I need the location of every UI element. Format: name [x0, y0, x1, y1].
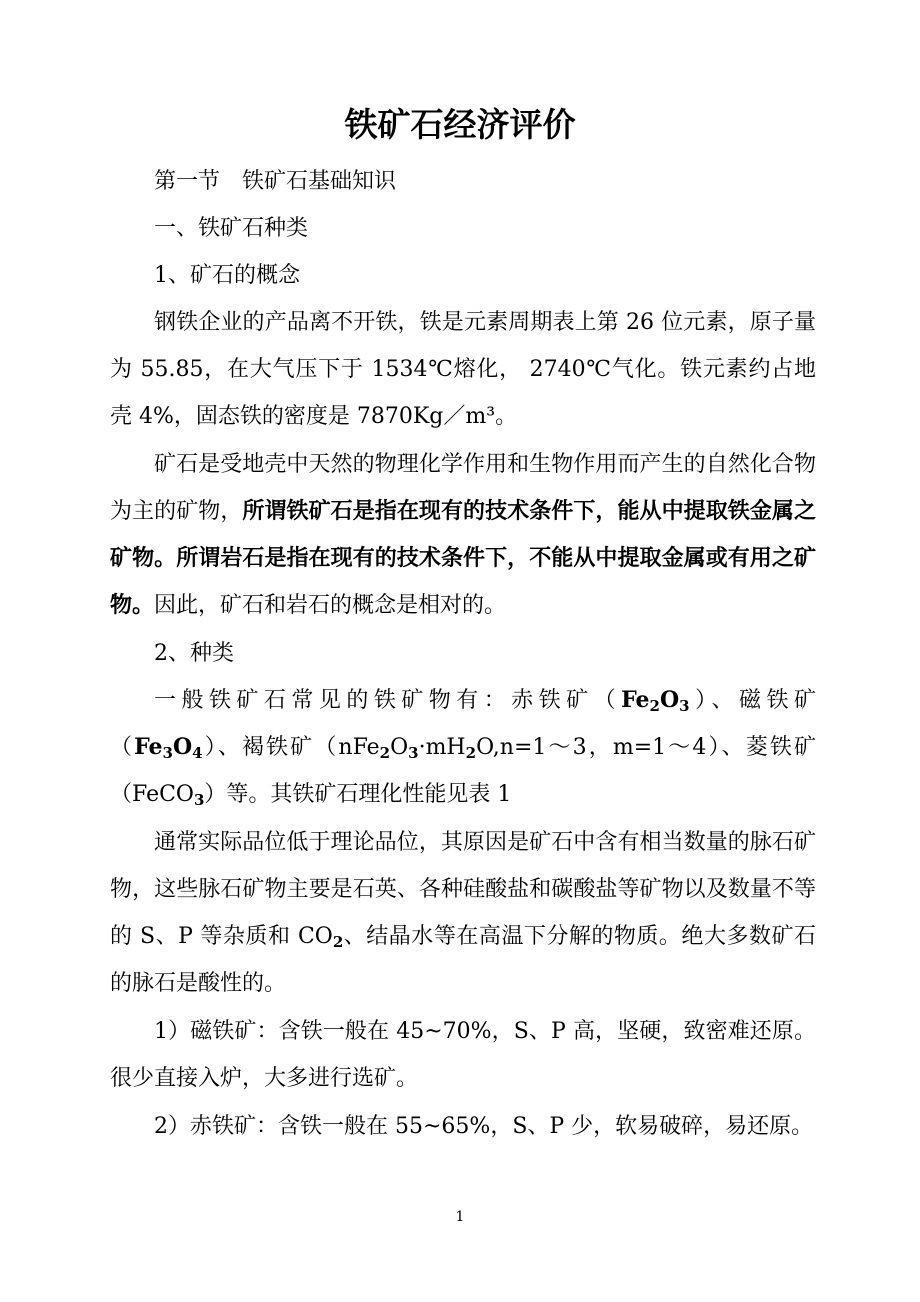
document-body — [110, 158, 816, 1150]
minerals-text-3: ）、褐铁矿（ — [202, 735, 339, 760]
co2-subscript: 2 — [332, 933, 344, 951]
paragraph-hematite: 2）赤铁矿：含铁一般在 55~65%，S、P 少，软易破碎，易还原。 — [154, 1114, 814, 1139]
ore-definition-text: 矿石是受地壳中天然的物理化学作用和生物作用而产生的自然化合物为主的矿物， — [110, 452, 816, 524]
minerals-text-2: ）、磁铁矿（ — [110, 688, 816, 760]
gangue-text-1: 通常实际品位低于理论品位，其原因是矿石中含有相当数量的脉石矿物，这些脉石矿物主要是石英、各种硅酸盐和碳酸盐等矿物以及数量不等的 S、P 等杂质和 CO — [110, 830, 816, 949]
ore-definition-conclusion: 因此，矿石和岩石的概念是相对的。 — [154, 593, 507, 618]
paragraph-iron-properties: 钢铁企业的产品离不开铁，铁是元素周期表上第 26 位元素，原子量为 55.85，在大气压下于 1534℃熔化， 2740℃气化。铁元素约占地壳 4%，固态铁的密度是 7870Kg／m³。 — [110, 310, 816, 429]
paragraph-gangue — [110, 819, 816, 1007]
paragraph-ore-minerals — [110, 677, 816, 818]
document-title: 铁矿石经济评价 — [344, 105, 576, 144]
page-number: 1 — [455, 1209, 465, 1225]
formula-limonite: $nFe_2O_3\cdot mH_2O,n=1\sim 3$，m=1～4 — [338, 735, 707, 762]
subsection-heading: 一、铁矿石种类 — [154, 216, 309, 241]
section-heading: 第一节 铁矿石基础知识 — [154, 169, 397, 194]
formula-hematite: $Fe_2O_3$ — [621, 687, 690, 715]
minerals-text-5: ）等。其铁矿石理化性能见表 1 — [204, 782, 512, 807]
ore-definition-bold: 所谓铁矿石是指在现有的技术条件下，能从中提取铁金属之矿物。所谓岩石是指在现有的技术条件下，不能从中提取金属或有用之矿物。 — [110, 498, 816, 618]
item-heading-concept: 1、矿石的概念 — [154, 263, 300, 288]
gangue-text-2: 、结晶水等在高温下分解的物质。绝大多数矿石的脉石是酸性的。 — [110, 924, 816, 996]
formula-magnetite: $Fe_3O_4$ — [134, 734, 203, 762]
paragraph-ore-definition — [110, 441, 816, 629]
paragraph-magnetite: 1）磁铁矿：含铁一般在 45~70%，S、P 高，坚硬，致密难还原。很少直接入炉，大多进行选矿。 — [110, 1019, 816, 1091]
formula-siderite: FeCO$_3$ — [132, 782, 205, 809]
minerals-text-1: 一般铁矿石常见的铁矿物有：赤铁矿（ — [154, 688, 622, 713]
item-heading-types: 2、种类 — [154, 641, 234, 666]
minerals-text-4: ）、菱铁矿（ — [110, 735, 816, 807]
